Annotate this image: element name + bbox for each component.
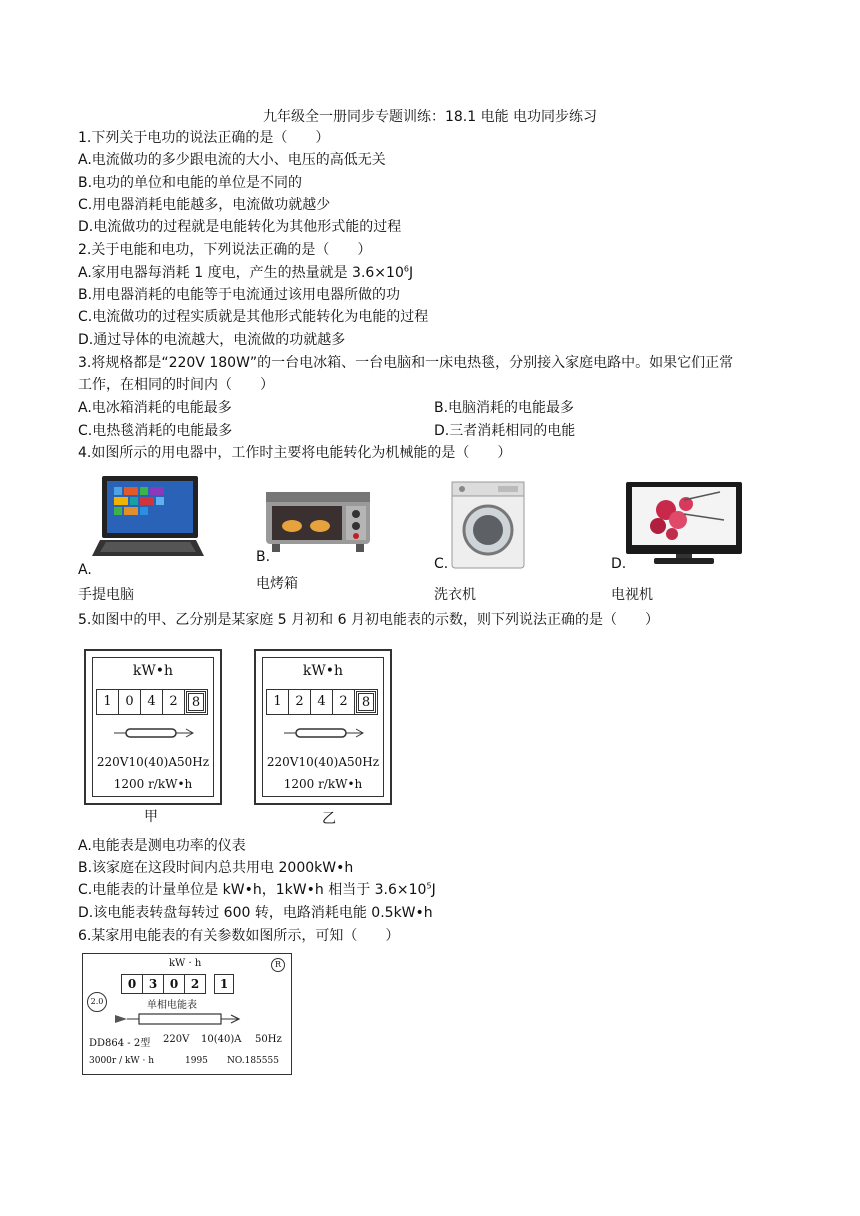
meter-q6-current: 10(40)A [201,1034,242,1045]
q1-option-a: A.电流做功的多少跟电流的大小、电压的高低无关 [78,152,386,168]
q3-option-d: D.三者消耗相同的电能 [434,423,576,439]
q4-d-name: 电视机 [611,587,653,603]
meter-q6-year: 1995 [185,1056,208,1066]
meter-q6-unit: kW · h [169,958,202,969]
meter-jia-digit: 1 [97,690,119,714]
meter-jia [84,649,222,805]
meter-yi-digit: 2 [333,690,355,714]
q2-option-a-exponent: 6 [403,264,409,274]
meter-q6 [82,953,292,1075]
meter-q6-frequency: 50Hz [255,1034,282,1045]
meter-q6-decimal-digit: 1 [214,974,234,994]
meter-jia-unit: kW•h [132,663,174,679]
q1-option-c: C.用电器消耗电能越多，电流做功就越少 [78,197,331,213]
meter-yi-decimal-digit: 8 [356,691,376,713]
television-image [624,480,744,566]
q4-b-name: 电烤箱 [256,576,298,592]
q5-option-c-exponent: 5 [426,881,432,891]
q2-option-d: D.通过导体的电流越大，电流做的功就越多 [78,332,346,348]
q2-option-c: C.电流做功的过程实质就是其他形式能转化为电能的过程 [78,309,429,325]
meter-jia-spec-rating: 220V10(40)A50Hz [96,755,210,769]
q4-c-letter: C. [434,556,449,572]
meter-yi-digit: 4 [311,690,333,714]
meter-jia-digits [96,689,208,715]
meter-yi-digits [266,689,378,715]
washing-machine-image [448,478,528,572]
q3-stem-line2: 工作，在相同的时间内（ ） [78,377,274,393]
meter-yi-unit: kW•h [302,663,344,679]
meter-yi-disc-icon [284,727,364,739]
q4-c-name: 洗衣机 [434,587,476,603]
meter-jia-spec-rev: 1200 r/kW•h [113,777,193,791]
registered-mark-icon: R [271,958,285,972]
meter-yi-spec-rev: 1200 r/kW•h [283,777,363,791]
q4-d-letter: D. [611,556,627,572]
q4-b-letter: B. [256,549,271,565]
oven-image [262,488,374,556]
meter-q6-digits [121,974,234,994]
meter-jia-label: 甲 [144,809,158,825]
meter-yi-label: 乙 [322,811,336,827]
q2-option-a [78,263,413,283]
q4-stem: 4.如图所示的用电器中，工作时主要将电能转化为机械能的是（ ） [78,445,512,461]
q5-option-b: B.该家庭在这段时间内总共用电 2000kW•h [78,860,354,876]
q2-option-b: B.用电器消耗的电能等于电流通过该用电器所做的功 [78,287,401,303]
meter-yi-spec-rating: 220V10(40)A50Hz [266,755,380,769]
q4-a-name: 手提电脑 [78,587,134,603]
q1-stem: 1.下列关于电功的说法正确的是（ ） [78,130,330,146]
q5-option-c-unit: J [431,882,436,898]
q4-a-letter: A. [78,562,92,578]
laptop-image [92,474,204,558]
q2-stem: 2.关于电能和电功，下列说法正确的是（ ） [78,242,372,258]
q1-option-d: D.电流做功的过程就是电能转化为其他形式能的过程 [78,219,402,235]
q2-option-a-unit: J [408,265,414,281]
q3-option-a: A.电冰箱消耗的电能最多 [78,400,232,416]
page-title: 九年级全一册同步专题训练：18.1 电能 电功同步练习 [262,109,598,125]
meter-yi-digit: 1 [267,690,289,714]
q1-option-b: B.电功的单位和电能的单位是不同的 [78,175,303,191]
meter-q6-digit: 0 [121,974,142,994]
meter-q6-voltage: 220V [163,1034,190,1045]
meter-q6-digit: 2 [184,974,206,994]
meter-q6-rev: 3000r / kW · h [89,1056,155,1066]
q6-stem: 6.某家用电能表的有关参数如图所示，可知（ ） [78,928,400,944]
meter-jia-digit: 4 [141,690,163,714]
q3-option-b: B.电脑消耗的电能最多 [434,400,575,416]
q5-option-a: A.电能表是测电功率的仪表 [78,838,246,854]
meter-jia-disc-icon [114,727,194,739]
meter-q6-serial: NO.185555 [227,1056,279,1066]
meter-yi-digit: 2 [289,690,311,714]
meter-q6-model: DD864 - 2型 [89,1038,151,1049]
q3-stem-line1: 3.将规格都是“220V 180W”的一台电冰箱、一台电脑和一床电热毯，分别接入家庭电路中。如果它们正常 [78,355,734,371]
q5-option-c [78,880,436,900]
q5-stem: 5.如图中的甲、乙分别是某家庭 5 月初和 6 月初电能表的示数，则下列说法正确的是（ ） [78,612,659,628]
q5-option-d: D.该电能表转盘每转过 600 转，电路消耗电能 0.5kW•h [78,905,433,921]
meter-yi [254,649,392,805]
meter-q6-disc-icon [113,1012,243,1026]
meter-jia-digit: 2 [163,690,185,714]
meter-jia-decimal-digit: 8 [186,691,206,713]
meter-q6-name: 单相电能表 [147,1000,197,1011]
q2-option-a-text: A.家用电器每消耗 1 度电，产生的热量就是 3.6×10 [78,265,404,281]
meter-q6-digit: 0 [163,974,184,994]
meter-jia-digit: 0 [119,690,141,714]
q3-option-c: C.电热毯消耗的电能最多 [78,423,233,439]
q5-option-c-text: C.电能表的计量单位是 kW•h，1kW•h 相当于 3.6×10 [78,882,427,898]
accuracy-class-badge: 2.0 [87,992,107,1012]
meter-q6-digit: 3 [142,974,163,994]
